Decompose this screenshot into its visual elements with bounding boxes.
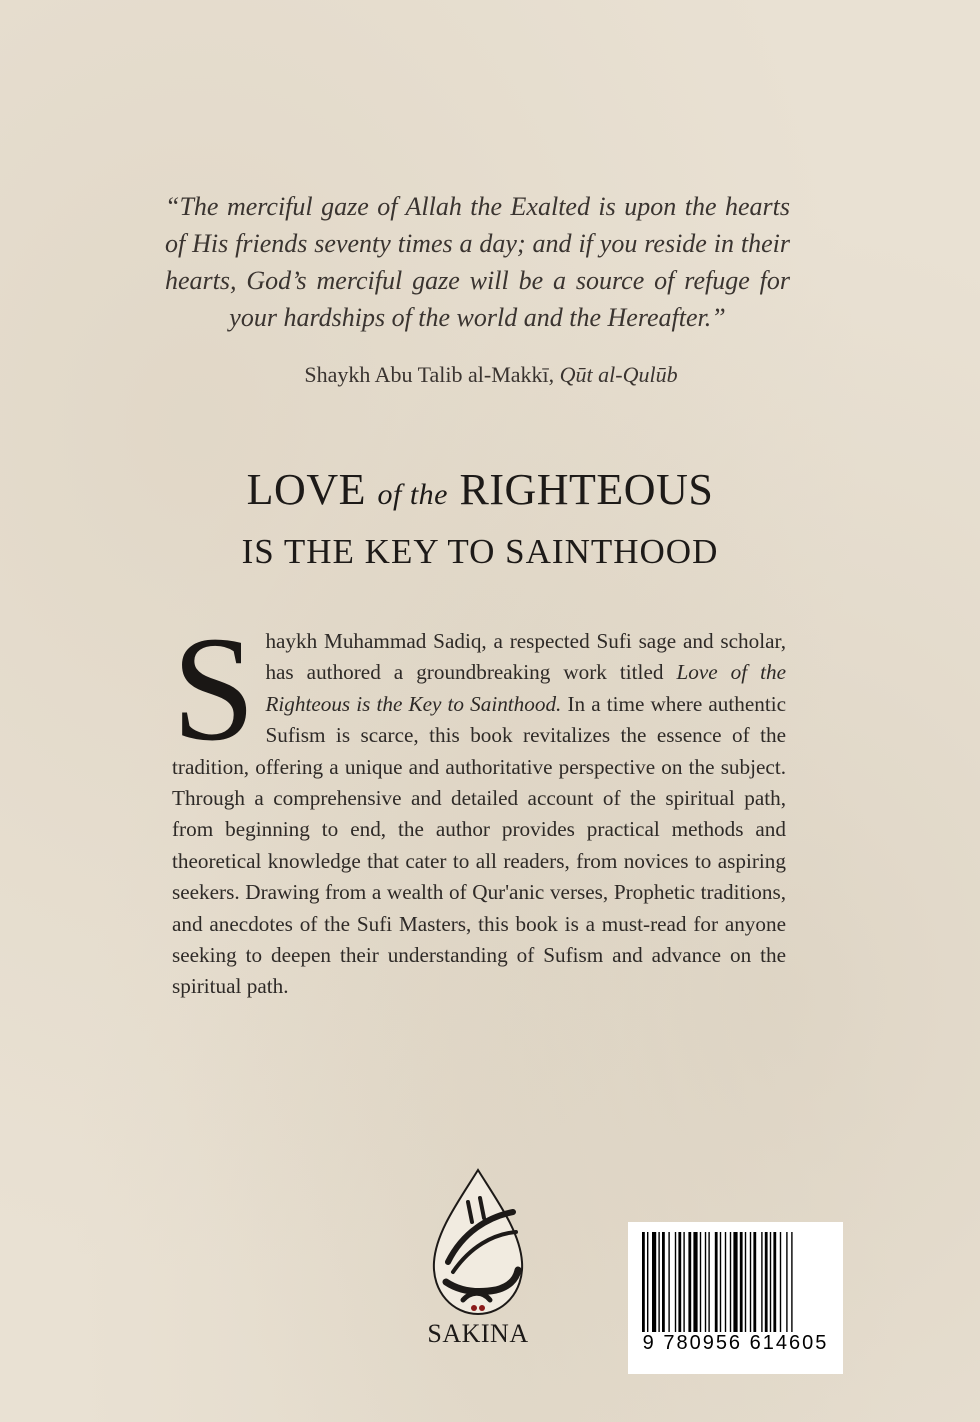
- sakina-calligraphy-icon: [408, 1162, 548, 1322]
- title-line-2: IS THE KEY TO SAINTHOOD: [241, 532, 719, 571]
- drop-cap: S: [172, 606, 256, 772]
- title-word-love: LOVE: [246, 465, 366, 514]
- title-connector: of the: [377, 478, 448, 511]
- epigraph-quote: “The merciful gaze of Allah the Exalted is upon the hearts of His friends seventy times a day; and if you reside in their hearts, God’s merciful gaze will be a source of refuge for your hardships of the world and the Hereafter.”: [165, 192, 790, 332]
- description-part-1: haykh Muhammad Sadiq, a respected Sufi sage and scholar, has authored a groundbreaking work titled: [265, 629, 786, 685]
- book-description: [172, 606, 786, 1003]
- publisher-name: SAKINA: [427, 1319, 529, 1348]
- description-book-title: Love of the Righteous is the Key to Sainthood.: [265, 660, 786, 716]
- isbn-barcode: [628, 1222, 843, 1374]
- attribution-work: Qūt al-Qulūb: [559, 362, 678, 387]
- title-word-righteous: RIGHTEOUS: [459, 465, 714, 514]
- description-part-2: In a time where authentic Sufism is scarce, this book revitalizes the essence of the tradition, offering a unique and authoritative perspective on the subject. Through a comprehensive and detailed account of the spiritual path, from beginning to end, the author provides practical methods and theoretical knowledge that cater to all readers, from novices to aspiring seekers. Drawing from a wealth of Qur'anic verses, Prophetic traditions, and anecdotes of the Sufi Masters, this book is a must-read for anyone seeking to deepen their understanding of Sufism and advance on the spiritual path.: [172, 691, 786, 999]
- publisher-logo: [408, 1162, 548, 1362]
- title-line-1: [140, 460, 820, 525]
- epigraph-attribution: [165, 362, 817, 388]
- barcode-bars: [638, 1232, 833, 1332]
- attribution-author: Shaykh Abu Talib al-Makkī,: [304, 362, 560, 387]
- book-title: [140, 460, 820, 579]
- barcode-digits: 9 780956 614605: [642, 1332, 829, 1354]
